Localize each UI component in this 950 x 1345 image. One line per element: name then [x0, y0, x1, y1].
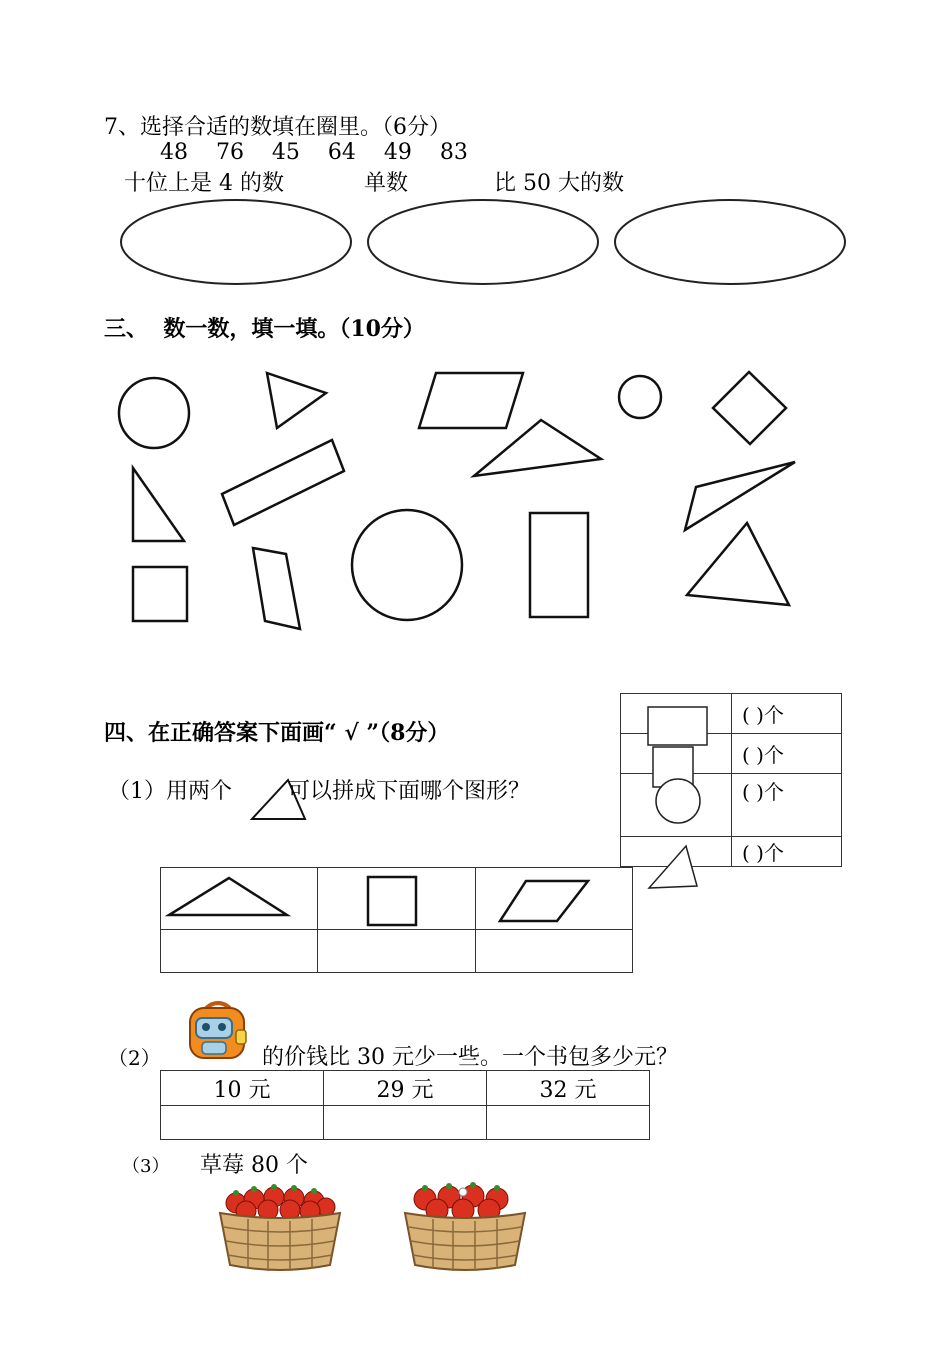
triangle-icon [649, 846, 697, 888]
q7-title: 7、选择合适的数填在圈里。（6分） [104, 115, 451, 140]
option-32-yuan: 32 元 [487, 1071, 650, 1106]
q2-options-table [160, 1070, 650, 1140]
q7-numbers: 48 76 45 64 49 83 [160, 140, 468, 165]
count-answer-square[interactable]: ( )个 [732, 734, 842, 774]
option-10-yuan: 10 元 [161, 1071, 324, 1106]
option-parallelogram-cell [475, 868, 632, 930]
answer-cell-parallelogram[interactable] [475, 930, 632, 973]
answer-cell-29[interactable] [324, 1106, 487, 1140]
strawberry-basket-1 [218, 1183, 342, 1273]
option-square-cell [318, 868, 475, 930]
q1-suffix: 可以拼成下面哪个图形？ [288, 779, 531, 804]
option-square-icon [318, 869, 468, 924]
option-triangle-icon [161, 869, 311, 924]
option-29-yuan: 29 元 [324, 1071, 487, 1106]
section4-title: 四、在正确答案下面画“ √ ”（8分） [104, 720, 450, 746]
q3-prefix: （3） [122, 1156, 170, 1177]
option-triangle-cell [161, 868, 318, 930]
count-answer-triangle[interactable]: ( )个 [732, 837, 842, 867]
circle-icon [656, 779, 700, 823]
count-answer-rect[interactable]: ( )个 [732, 694, 842, 734]
q3-text: 草莓 80 个 [200, 1153, 308, 1178]
q7-label-odd: 单数 [364, 171, 409, 196]
answer-cell-32[interactable] [487, 1106, 650, 1140]
q2-prefix: （2） [108, 1046, 161, 1070]
backpack-image [184, 1000, 254, 1062]
count-answer-circle[interactable]: ( )个 [732, 774, 842, 837]
answer-cell-square[interactable] [318, 930, 475, 973]
section3-title: 三、 数一数，填一填。（10分） [104, 316, 425, 342]
q1-options-table [160, 867, 633, 973]
q7-label-greater-50: 比 50 大的数 [494, 171, 624, 196]
q2-text: 的价钱比 30 元少一些。一个书包多少元？ [262, 1045, 678, 1070]
answer-cell-triangle[interactable] [161, 930, 318, 973]
strawberry-basket-2 [403, 1183, 527, 1273]
rectangle-icon [648, 707, 707, 745]
q7-label-tens-4: 十位上是 4 的数 [124, 171, 284, 196]
option-parallelogram-icon [476, 869, 626, 924]
q1-prefix: （1）用两个 [108, 779, 232, 804]
answer-cell-10[interactable] [161, 1106, 324, 1140]
